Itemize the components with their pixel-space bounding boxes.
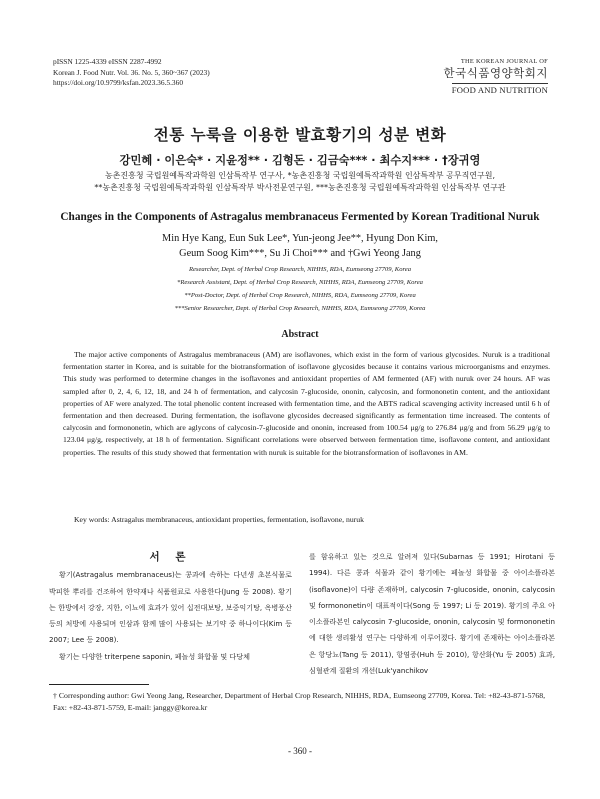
affiliation-korean-1: 농촌진흥청 국립원예특작과학원 인삼특작부 연구사, *농촌진흥청 국립원예특작과학원 인삼특작부 공무직연구원, [104, 171, 496, 180]
intro-paragraph-continued: 를 함유하고 있는 것으로 알려져 있다(Subarnas 등 1991; Hirotani 등 1994). 다른 콩과 식물과 같이 황기에는 페놀성 화합물 중 아이소플라본(isoflavone)이 다량 존재하며, calycosin 7-glucoside, ononin, calycosin 및 formononetin이 대표적이다(Song 등 1997; Li 등 2019). 황기의 주요 아이소플라본인 calycosin 7-glucoside, ononin, calycosin 및 formononetin에 대한 생리활성 연구는 다양하게 이루어졌다. 황기에 존재하는 아이소플라본은 항당뇨(Tang 등 2011), 항염증(Huh 등 2010), 항산화(Yu 등 2005) 효과, 심혈관계 질환의 개선(Luk'yanchikov [309, 552, 555, 676]
keywords: Key words: Astragalus membranaceus, antioxidant properties, fermentation, isoflavone, nuruk [74, 515, 364, 524]
abstract-heading: Abstract [281, 329, 319, 340]
affiliation-english-3: **Post-Doctor, Dept. of Herbal Crop Research, NIHHS, RDA, Eumseong 27709, Korea [184, 292, 416, 299]
authors-korean: 강민혜 · 이은숙* · 지윤정** · 김형돈 · 김금숙*** · 최수지*** · †장귀영 [119, 154, 481, 167]
title-english: Changes in the Components of Astragalus membranaceus Fermented by Korean Traditional Nuruk [60, 211, 540, 223]
corresponding-author-footnote: † Corresponding author: Gwi Yeong Jang, Researcher, Department of Herbal Crop Research, NIHHS, RDA, Eumseong 27709, Korea. Tel: +82-43-871-5768, Fax: +82-43-871-5759, E-mail: janggy@korea.kr [53, 691, 546, 712]
abstract-text: The major active components of Astragalus membranaceus (AM) are isoflavones, which exist in the form of various glycosides. Nuruk is a traditional fermentation starter in Korea, and is suitable for the biotransformation of isoflavone glycosides because it contains various microorganisms and enzymes. This study was performed to determine changes in the isoflavones and antioxidant properties of AM fermented (AF) with nuruk over 24 hours. AF was sampled after 0, 2, 4, 6, 12, 18, and 24 h of fermentation, and calycosin 7-glucoside, ononin, calycosin, and formononetin content, and the antioxidant properties of AF were analyzed. The total phenolic content increased with fermentation time, and the ABTS radical scavenging activity increased until 6 h of fermentation and then decreased. During fermentation, the isoflavone glycosides decreased significantly as fermentation time increased. The contents of calycosin and formononetin, which are aglycons of calycosin-7-glucoside and ononin, increased from 100.54 μg/g to 276.84 μg/g and from 56.29 μg/g to 123.04 μg/g, respectively, at 18 h of fermentation. Significant correlations were observed between fermentation time, isoflavone content, and antioxidant properties. The results of this study showed that fermentation with nuruk is suitable for the biotransformation of isoflavones in AM. [63, 350, 550, 457]
footnote-divider [49, 684, 149, 685]
journal-name-en: THE KOREAN JOURNAL OF [460, 58, 548, 65]
intro-left-column [49, 549, 292, 665]
journal-name-food: FOOD AND NUTRITION [451, 85, 548, 95]
citation: Korean J. Food Nutr. Vol. 36. No. 5, 360~367 (2023) [53, 67, 210, 77]
doi-link[interactable]: https://doi.org/10.9799/ksfan.2023.36.5.360 [53, 78, 184, 87]
intro-paragraph-2: 황기는 다양한 triterpene saponin, 페놀성 화합물 및 다당체 [59, 651, 250, 661]
intro-paragraph-1: 황기(Astragalus membranaceus)는 콩과에 속하는 다년생 초본식물로 박피한 뿌리를 건조하여 한약재나 식품원료로 사용한다(Jung 등 2008). 황기는 한방에서 강장, 지한, 이뇨에 효과가 있어 십전대보탕, 보중익기탕, 옥병풍산 등의 처방에 사용되며 인삼과 함께 많이 사용되는 보기약 중 하나이다(Kim 등 2007; Lee 등 2008). [49, 570, 292, 645]
affiliation-english-1: Researcher, Dept. of Herbal Crop Research, NIHHS, RDA, Eumseong 27709, Korea [188, 266, 412, 273]
authors-english-2: Geum Soog Kim***, Su Ji Choi*** and †Gwi Yeong Jang [179, 248, 421, 259]
page-number: - 360 - [288, 746, 312, 756]
journal-name-ko: 한국식품영양학회지 [443, 66, 548, 80]
journal-logo [444, 57, 548, 98]
issn: pISSN 1225-4339 eISSN 2287-4992 [53, 57, 162, 66]
article-meta [53, 57, 210, 89]
affiliation-korean-2: **농촌진흥청 국립원예특작과학원 인삼특작부 박사전문연구원, ***농촌진흥청 국립원예특작과학원 인삼특작부 연구관 [94, 183, 506, 192]
intro-right-column [309, 549, 555, 679]
affiliation-english-4: ***Senior Researcher, Dept. of Herbal Crop Research, NIHHS, RDA, Eumseong 27709, Korea [174, 305, 426, 312]
title-korean: 전통 누룩을 이용한 발효황기의 성분 변화 [153, 126, 447, 144]
abstract-body [63, 349, 550, 459]
authors-english-1: Min Hye Kang, Eun Suk Lee*, Yun-jeong Jee**, Hyung Don Kim, [162, 233, 438, 244]
affiliation-english-2: *Research Assistant, Dept. of Herbal Crop Research, NIHHS, RDA, Eumseong 27709, Korea [177, 279, 423, 286]
section-heading-intro: 서 론 [149, 551, 192, 563]
